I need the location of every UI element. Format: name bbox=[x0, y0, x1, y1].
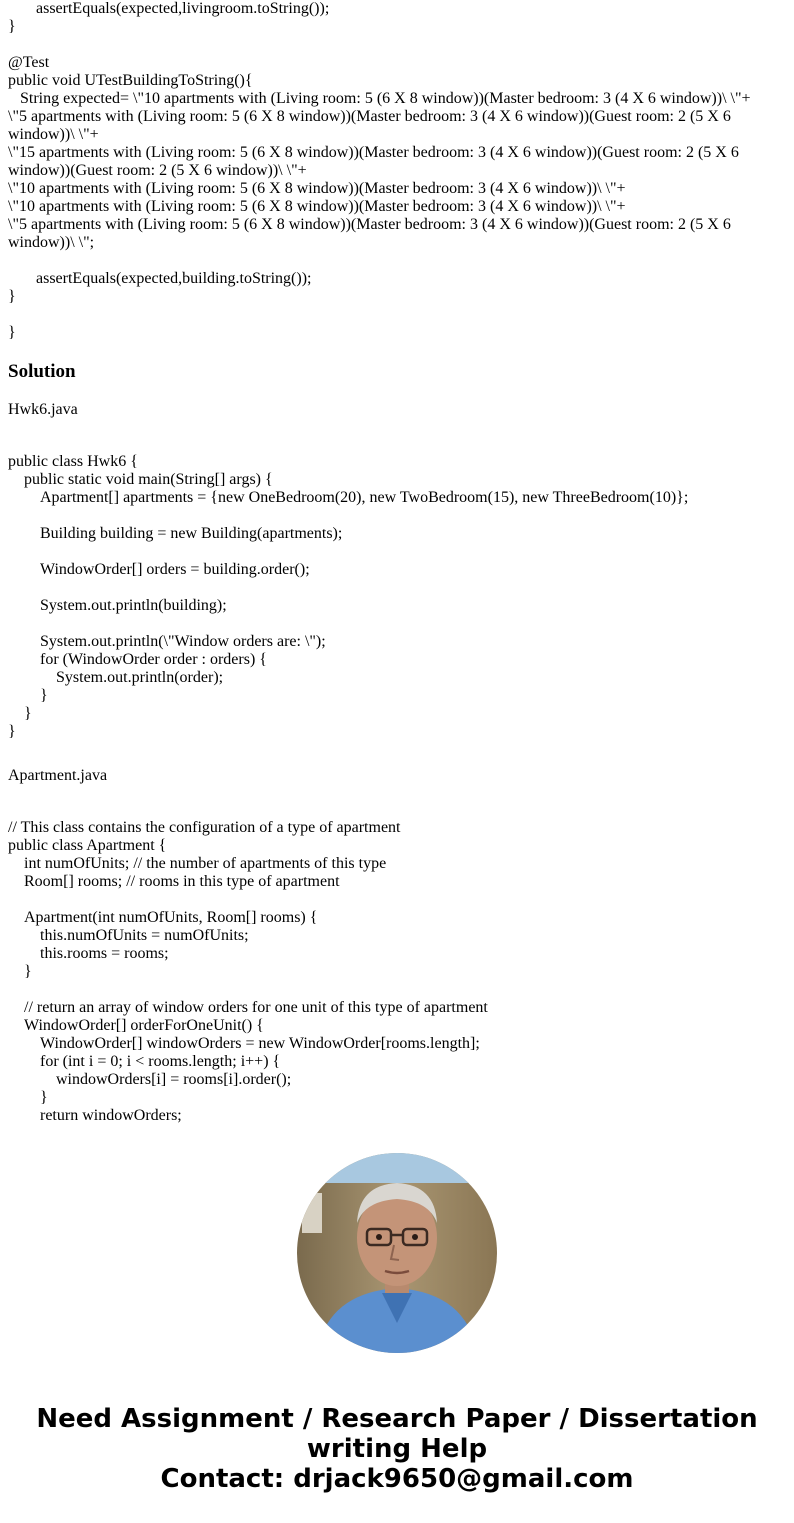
code-line: Apartment(int numOfUnits, Room[] rooms) { bbox=[8, 909, 318, 926]
code-line: this.numOfUnits = numOfUnits; bbox=[8, 927, 249, 944]
author-avatar-photo bbox=[297, 1153, 497, 1353]
code-line: Apartment[] apartments = {new OneBedroom(20), new TwoBedroom(15), new ThreeBedroom(10)}; bbox=[8, 489, 689, 506]
code-line: int numOfUnits; // the number of apartments of this type bbox=[8, 855, 387, 872]
promo-banner bbox=[0, 1404, 794, 1494]
code-line: } bbox=[8, 687, 48, 704]
code-line: WindowOrder[] orderForOneUnit() { bbox=[8, 1017, 264, 1034]
code-line: for (int i = 0; i < rooms.length; i++) { bbox=[8, 1053, 281, 1070]
code-line: \"15 apartments with (Living room: 5 (6 X 8 window))(Master bedroom: 3 (4 X 6 window))(Guest room: 2 (5 X 6 window))(Guest room: 2 (5 X 6 window))\ \"+ bbox=[8, 144, 743, 179]
code-line: \"5 apartments with (Living room: 5 (6 X 8 window))(Master bedroom: 3 (4 X 6 window))(Guest room: 2 (5 X 6 window))\ \"+ bbox=[8, 108, 735, 143]
code-line: WindowOrder[] windowOrders = new WindowOrder[rooms.length]; bbox=[8, 1035, 480, 1052]
avatar-portrait-image bbox=[297, 1153, 497, 1353]
code-line bbox=[8, 615, 786, 633]
code-line bbox=[8, 306, 786, 324]
code-line: public class Apartment { bbox=[8, 837, 167, 854]
apartment-code-block bbox=[8, 819, 786, 1125]
code-line bbox=[8, 981, 786, 999]
code-line: } bbox=[8, 324, 16, 341]
code-line bbox=[8, 252, 786, 270]
code-line: WindowOrder[] orders = building.order(); bbox=[8, 561, 310, 578]
code-line: Building building = new Building(apartments); bbox=[8, 525, 343, 542]
code-line bbox=[8, 543, 786, 561]
code-line: assertEquals(expected,building.toString()); bbox=[8, 270, 312, 287]
code-line: @Test bbox=[8, 54, 50, 71]
code-line: assertEquals(expected,livingroom.toString()); bbox=[8, 0, 330, 17]
promo-help-text: Need Assignment / Research Paper / Dissertation writing Help bbox=[36, 1404, 758, 1464]
code-line: } bbox=[8, 705, 32, 722]
code-line: Room[] rooms; // rooms in this type of apartment bbox=[8, 873, 340, 890]
code-line bbox=[8, 36, 786, 54]
code-line: System.out.println(\"Window orders are: \"); bbox=[8, 633, 326, 650]
code-line: public void UTestBuildingToString(){ bbox=[8, 72, 253, 89]
promo-contact-text: Contact: drjack9650@gmail.com bbox=[160, 1464, 634, 1494]
code-line: \"5 apartments with (Living room: 5 (6 X 8 window))(Master bedroom: 3 (4 X 6 window))(Guest room: 2 (5 X 6 window))\ \"; bbox=[8, 216, 735, 251]
code-line: } bbox=[8, 18, 16, 35]
code-line: \"10 apartments with (Living room: 5 (6 X 8 window))(Master bedroom: 3 (4 X 6 window))\ \"+ bbox=[8, 180, 626, 197]
code-line: System.out.println(building); bbox=[8, 597, 227, 614]
code-line: } bbox=[8, 963, 32, 980]
code-line: } bbox=[8, 288, 16, 305]
code-line: public static void main(String[] args) { bbox=[8, 471, 273, 488]
code-line: this.rooms = rooms; bbox=[8, 945, 169, 962]
code-line: } bbox=[8, 1089, 48, 1106]
test-code-block bbox=[8, 0, 786, 342]
code-line: public class Hwk6 { bbox=[8, 453, 138, 470]
code-line: System.out.println(order); bbox=[8, 669, 224, 686]
code-line: } bbox=[8, 723, 16, 740]
code-line: String expected= \"10 apartments with (Living room: 5 (6 X 8 window))(Master bedroom: 3 (4 X 6 window))\ \"+ bbox=[8, 90, 751, 107]
code-line: // return an array of window orders for one unit of this type of apartment bbox=[8, 999, 488, 1016]
code-line bbox=[8, 891, 786, 909]
solution-heading: Solution bbox=[8, 361, 76, 382]
file-name-hwk6: Hwk6.java bbox=[8, 401, 78, 418]
code-line: for (WindowOrder order : orders) { bbox=[8, 651, 267, 668]
code-line: // This class contains the configuration of a type of apartment bbox=[8, 819, 401, 836]
code-line: windowOrders[i] = rooms[i].order(); bbox=[8, 1071, 292, 1088]
code-line bbox=[8, 579, 786, 597]
file-name-apartment: Apartment.java bbox=[8, 767, 108, 784]
hwk6-code-block bbox=[8, 453, 786, 741]
code-line bbox=[8, 507, 786, 525]
code-line: return windowOrders; bbox=[8, 1107, 182, 1124]
code-line: \"10 apartments with (Living room: 5 (6 X 8 window))(Master bedroom: 3 (4 X 6 window))\ \"+ bbox=[8, 198, 626, 215]
